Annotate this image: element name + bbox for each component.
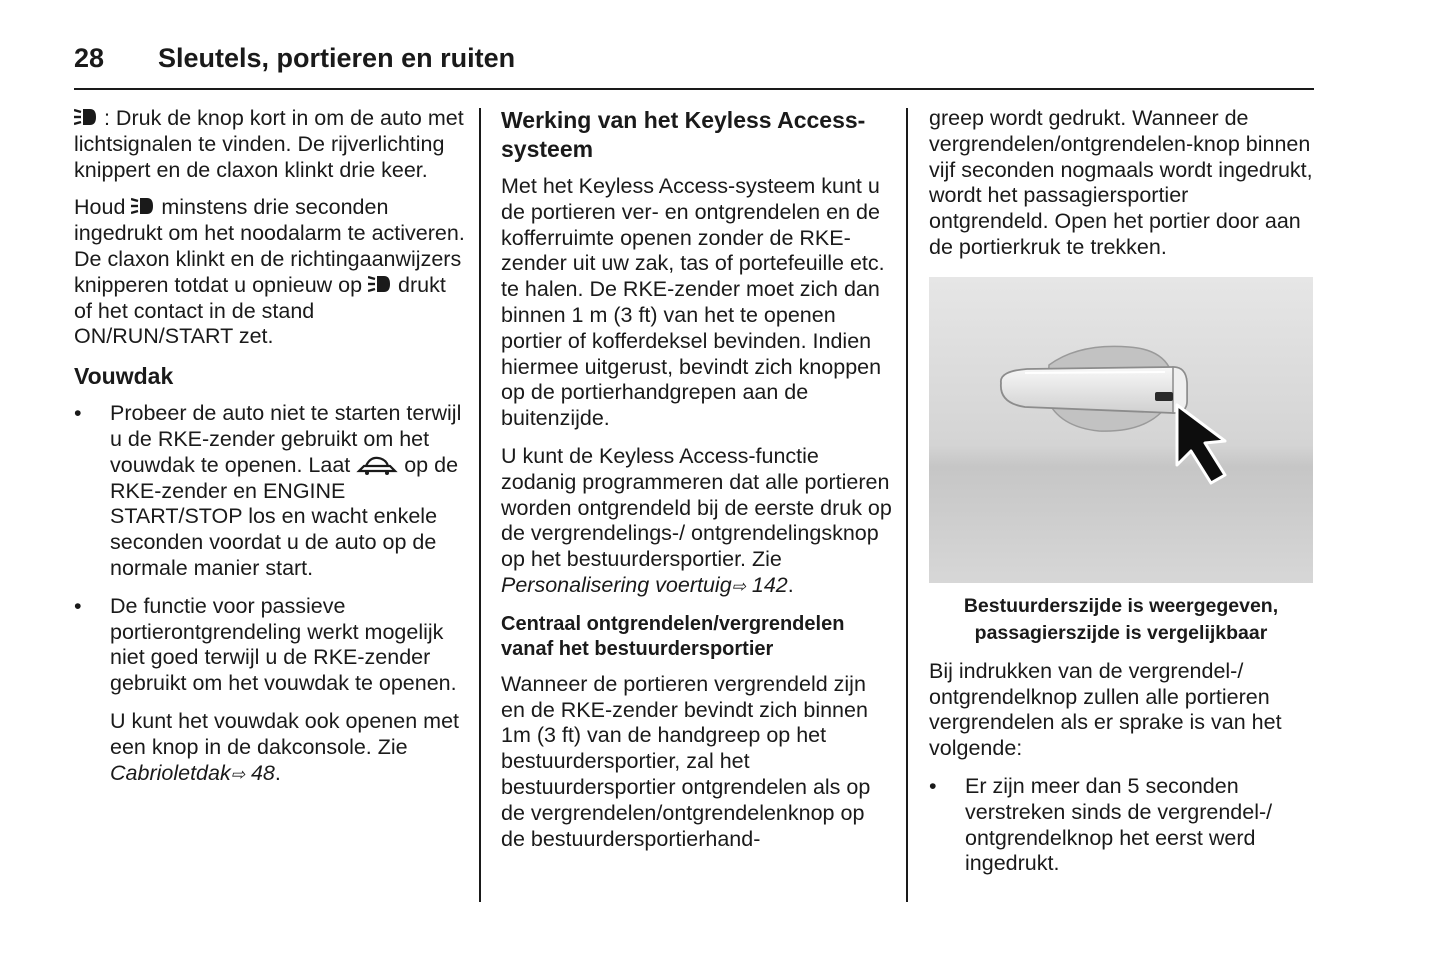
page-reference-arrow-icon: ⇨ [731, 576, 746, 596]
panic-alarm-paragraph [74, 195, 466, 350]
cross-reference-page: 48 [244, 760, 275, 785]
bullet-text: Er zijn meer dan 5 seconden verstreken sinds de vergrendel-/ ontgrendelknop het eerst werd ingedrukt. [965, 773, 1273, 876]
panic-alarm-text-3: drukt of het contact in de stand ON/RUN/START zet. [74, 272, 446, 349]
caption-line-2: passagierszijde is vergelijkbaar [974, 621, 1268, 644]
cross-reference-page: 142 [745, 572, 788, 597]
column-left [74, 106, 466, 799]
convertible-top-icon [356, 454, 398, 476]
note-text: U kunt het vouwdak ook openen met een knop in de dakconsole. Zie [110, 708, 459, 759]
keyless-intro-paragraph: Met het Keyless Access-systeem kunt u de portieren ver- en ontgrendelen en de kofferruimte openen zonder de RKE-zender uit uw zak, tas of portefeuille etc. te halen. De RKE-zender moet zich dan binnen 1 m (3 ft) van het te openen portier of kofferdeksel bevinden. Indien hiermee uitgerust, bevindt zich knoppen op de portierhandgrepen aan de buitenzijde. [501, 174, 885, 431]
subsection-heading-central-unlock: Centraal ontgrendelen/vergrendelen vanaf het bestuurdersportier [501, 612, 845, 660]
cross-reference-title: Personalisering voertuig [501, 572, 732, 597]
column-right [929, 106, 1313, 877]
handle-highlight [1025, 372, 1165, 373]
page-number: 28 [74, 43, 105, 73]
panic-alarm-text-1: Houd [74, 195, 132, 220]
remote-locator-paragraph [74, 106, 466, 183]
note-end: . [274, 760, 281, 785]
section-heading-vouwdak: Vouwdak [74, 363, 174, 390]
bullet-text: Probeer de auto niet te starten terwijl u de RKE-zender gebruikt om het vouwdak te openen. Laat [110, 401, 462, 477]
paragraph-text: U kunt de Keyless Access-functie zodanig programmeren dat alle portieren worden ontgrendeld bij de eerste druk op de vergrendelings-/ ontgrendelingsknop op het bestuurdersportier. Zie [501, 443, 892, 572]
door-handle-illustration [929, 277, 1313, 583]
paragraph-end: . [787, 572, 794, 597]
handle-lock-button [1155, 392, 1173, 401]
column-divider-right [906, 108, 908, 902]
convertible-top-note [74, 709, 466, 787]
bullet-item [74, 594, 466, 697]
column-middle [501, 106, 893, 852]
vehicle-locator-icon [131, 196, 155, 216]
bullet-dot: • [929, 773, 937, 798]
bullet-item [929, 774, 1313, 877]
keyless-programming-paragraph [501, 444, 893, 600]
page-header [74, 42, 1314, 90]
bullet-text: op de RKE-zender en ENGINE START/STOP los en wacht enkele seconden voordat u de auto op de normale manier start. [110, 452, 459, 580]
page-reference-arrow-icon: ⇨ [230, 764, 245, 784]
cross-reference-link[interactable] [110, 761, 275, 785]
cross-reference-title: Cabrioletdak [110, 760, 231, 785]
locking-conditions-paragraph: Bij indrukken van de vergrendel-/ ontgrendelknop zullen alle portieren vergrendelen als er sprake is van het volgende: [929, 658, 1282, 761]
bullet-item [74, 401, 466, 582]
cross-reference-link[interactable] [501, 573, 788, 597]
vehicle-locator-icon [368, 274, 392, 294]
caption-line-1: Bestuurderszijde is weergegeven, [963, 594, 1279, 617]
figure-caption [929, 593, 1313, 647]
chapter-title: Sleutels, portieren en ruiten [158, 43, 516, 73]
panic-alarm-text-2: minstens drie seconden ingedrukt om het noodalarm te activeren. De claxon klinkt en de richtingaanwijzers knipperen totdat u opnieuw op [74, 195, 465, 297]
central-unlock-paragraph: Wanneer de portieren vergrendeld zijn en de RKE-zender bevindt zich binnen 1m (3 ft) van de handgreep op het bestuurdersportier, zal het bestuurdersportier ontgrendelen als op de vergrendelen/ontgrendelenknop op de bestuurdersportierhand- [501, 671, 871, 851]
section-heading-keyless-access: Werking van het Keyless Access-systeem [501, 107, 866, 162]
bullet-dot: • [74, 593, 82, 618]
remote-locator-text: : Druk de knop kort in om de auto met lichtsignalen te vinden. De rijverlichting knippert en de claxon klinkt drie keer. [74, 106, 464, 182]
bullet-dot: • [74, 401, 82, 426]
vehicle-locator-icon [74, 107, 98, 127]
bullet-text: De functie voor passieve portierontgrendeling werkt mogelijk niet goed terwijl u de RKE-zender gebruikt om het vouwdak te openen. [110, 593, 457, 696]
column-divider-left [479, 108, 481, 902]
continued-paragraph: greep wordt gedrukt. Wanneer de vergrendelen/ontgrendelen-knop binnen vijf seconden nogmaals wordt ingedrukt, wordt het passagiersportier ontgrendeld. Open het portier door aan de portierkruk te trekken. [929, 106, 1313, 259]
